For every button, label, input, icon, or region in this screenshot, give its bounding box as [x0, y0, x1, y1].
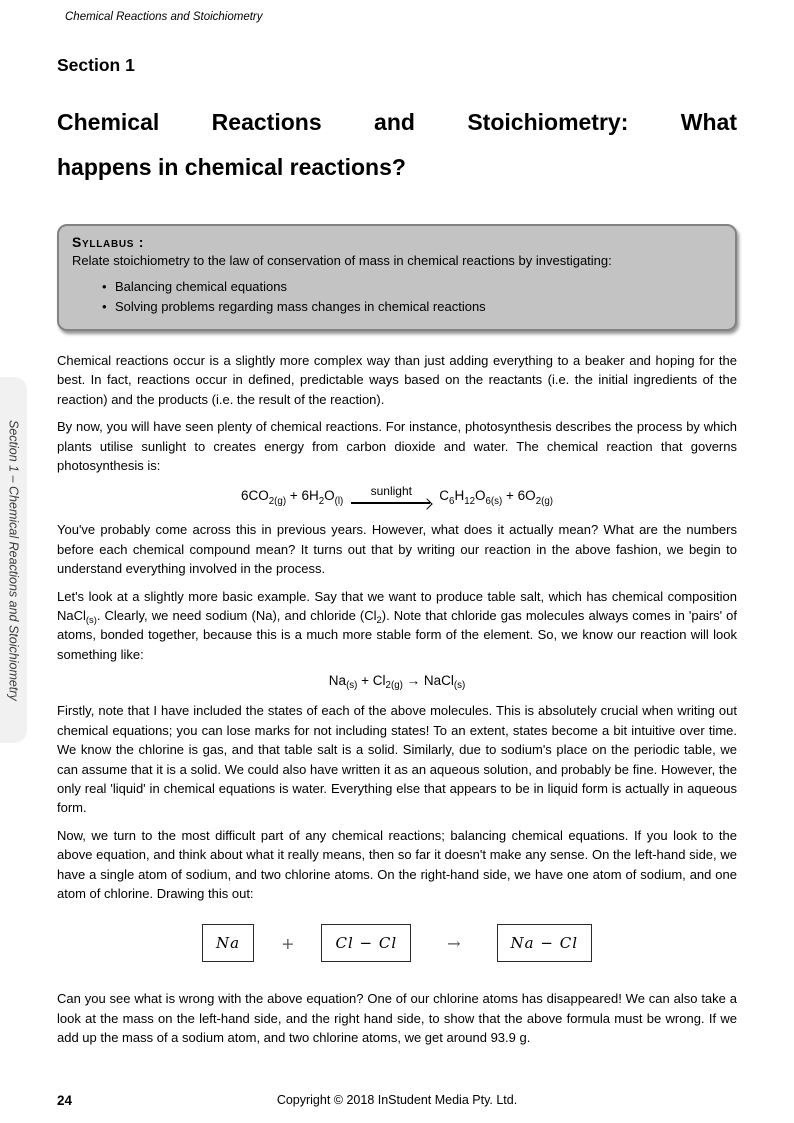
salt-equation: $Na_{(s)} + Cl_{2(g)}$ → NaCl$_{(s)}$: [328, 673, 466, 692]
syllabus-bullet: • Balancing chemical equations: [102, 277, 722, 297]
syllabus-bullet: • Solving problems regarding mass changes in chemical reactions: [102, 297, 722, 317]
photosynthesis-equation: [57, 484, 737, 507]
section-label: Section 1: [57, 55, 135, 75]
atom-diagram: [57, 924, 737, 962]
arrow-operator: →: [447, 933, 461, 953]
equation-left-side: $6CO_{2(g)} + 6H_2O_{(l)}$: [241, 488, 344, 507]
paragraph-balancing: Now, we turn to the most difficult part of any chemical reactions; balancing chemical equations. If you look to the above equation, and think about what it really means, then so far it doesn't make any sense. On the left-hand side, we have a single atom of sodium, and two chlorine atoms. On the right-hand side, we have one atom of sodium, and one atom of chlorine. Drawing this out:: [57, 827, 737, 901]
right-arrow-icon: [351, 498, 431, 507]
sidebar-tab-label: Section 1 – Chemical Reactions and Stoichiometry: [6, 419, 21, 701]
syllabus-intro: Relate stoichiometry to the law of conservation of mass in chemical reactions by investigating:: [72, 253, 612, 268]
syllabus-box: [57, 224, 737, 331]
reaction-arrow: [351, 484, 431, 507]
paragraph-wrong-equation: Can you see what is wrong with the above equation? One of our chlorine atoms has disappeared! We can also take a look at the mass on the left-hand side, and the right hand side, to show that the above formula must be wrong. If we add up the mass of a sodium atom, and two chlorine atoms, we get around 93.9 g.: [57, 991, 737, 1046]
equation-right-side: $C_6H_{12}O_{6(s)} + 6O_{2(g)}$: [439, 488, 553, 507]
page-title-line1: Chemical Reactions and Stoichiometry: What: [57, 109, 737, 135]
atom-box-na-cl: Na − Cl: [497, 924, 592, 962]
sidebar-section-tab: [0, 377, 27, 743]
atom-box-cl-cl: Cl − Cl: [321, 924, 411, 962]
page-number: 24: [57, 1093, 73, 1108]
arrow-condition-label: sunlight: [370, 484, 412, 499]
page-title: [57, 100, 737, 190]
syllabus-bullet-list: [102, 277, 722, 316]
paragraph-states: Firstly, note that I have included the states of each of the above molecules. This is absolutely crucial when writing out chemical equations; you can lose marks for not including states! To an extent, states become a bit intuitive over time. We know the chlorine is gas, and that table salt is a solid. Similarly, due to sodium's place on the periodic table, we can assume that it is a solid. We could also have written it as an aqueous solution, and probably be fine. However, the only real 'liquid' in chemical equations is water. Everything else that appears to be in liquid form is actually in aqueous form.: [57, 703, 737, 816]
page-footer: [0, 1093, 794, 1107]
copyright-notice: Copyright © 2018 InStudent Media Pty. Ltd.: [276, 1093, 518, 1107]
running-header: Chemical Reactions and Stoichiometry: [65, 11, 263, 23]
paragraph-intro: Chemical reactions occur is a slightly more complex way than just adding everything to a beaker and hoping for the best. In fact, reactions occur in defined, predictable ways based on the reactants (i.e. the initial ingredients of the reaction) and the products (i.e. the result of the reaction).: [57, 353, 737, 407]
syllabus-heading: Syllabus :: [72, 234, 145, 250]
atom-box-na: Na: [202, 924, 254, 962]
plus-operator: +: [281, 933, 295, 953]
paragraph-table-salt: Let's look at a slightly more basic example. Say that we want to produce table salt, which has chemical composition NaCl$_{(s)}$. Clearly, we need sodium (Na), and chloride $(Cl_2)$. Note that chloride gas molecules always comes in 'pairs' of atoms, bonded together, because this is a much more stable form of the element. So, we know our reaction will look something like:: [57, 588, 738, 662]
paragraph-meaning: You've probably come across this in previous years. However, what does it actually mean? What are the numbers before each chemical compound mean? It turns out that by writing our reaction in the above fashion, we begin to understand everything involved in the process.: [57, 522, 737, 577]
page-content: [57, 55, 737, 1056]
paragraph-photosynthesis: By now, you will have seen plenty of chemical reactions. For instance, photosynthesis describes the process by which plants utilise sunlight to creates energy from carbon dioxide and water. The chemical reaction that governs photosynthesis is:: [57, 419, 737, 474]
page-title-line2: happens in chemical reactions?: [57, 154, 406, 180]
